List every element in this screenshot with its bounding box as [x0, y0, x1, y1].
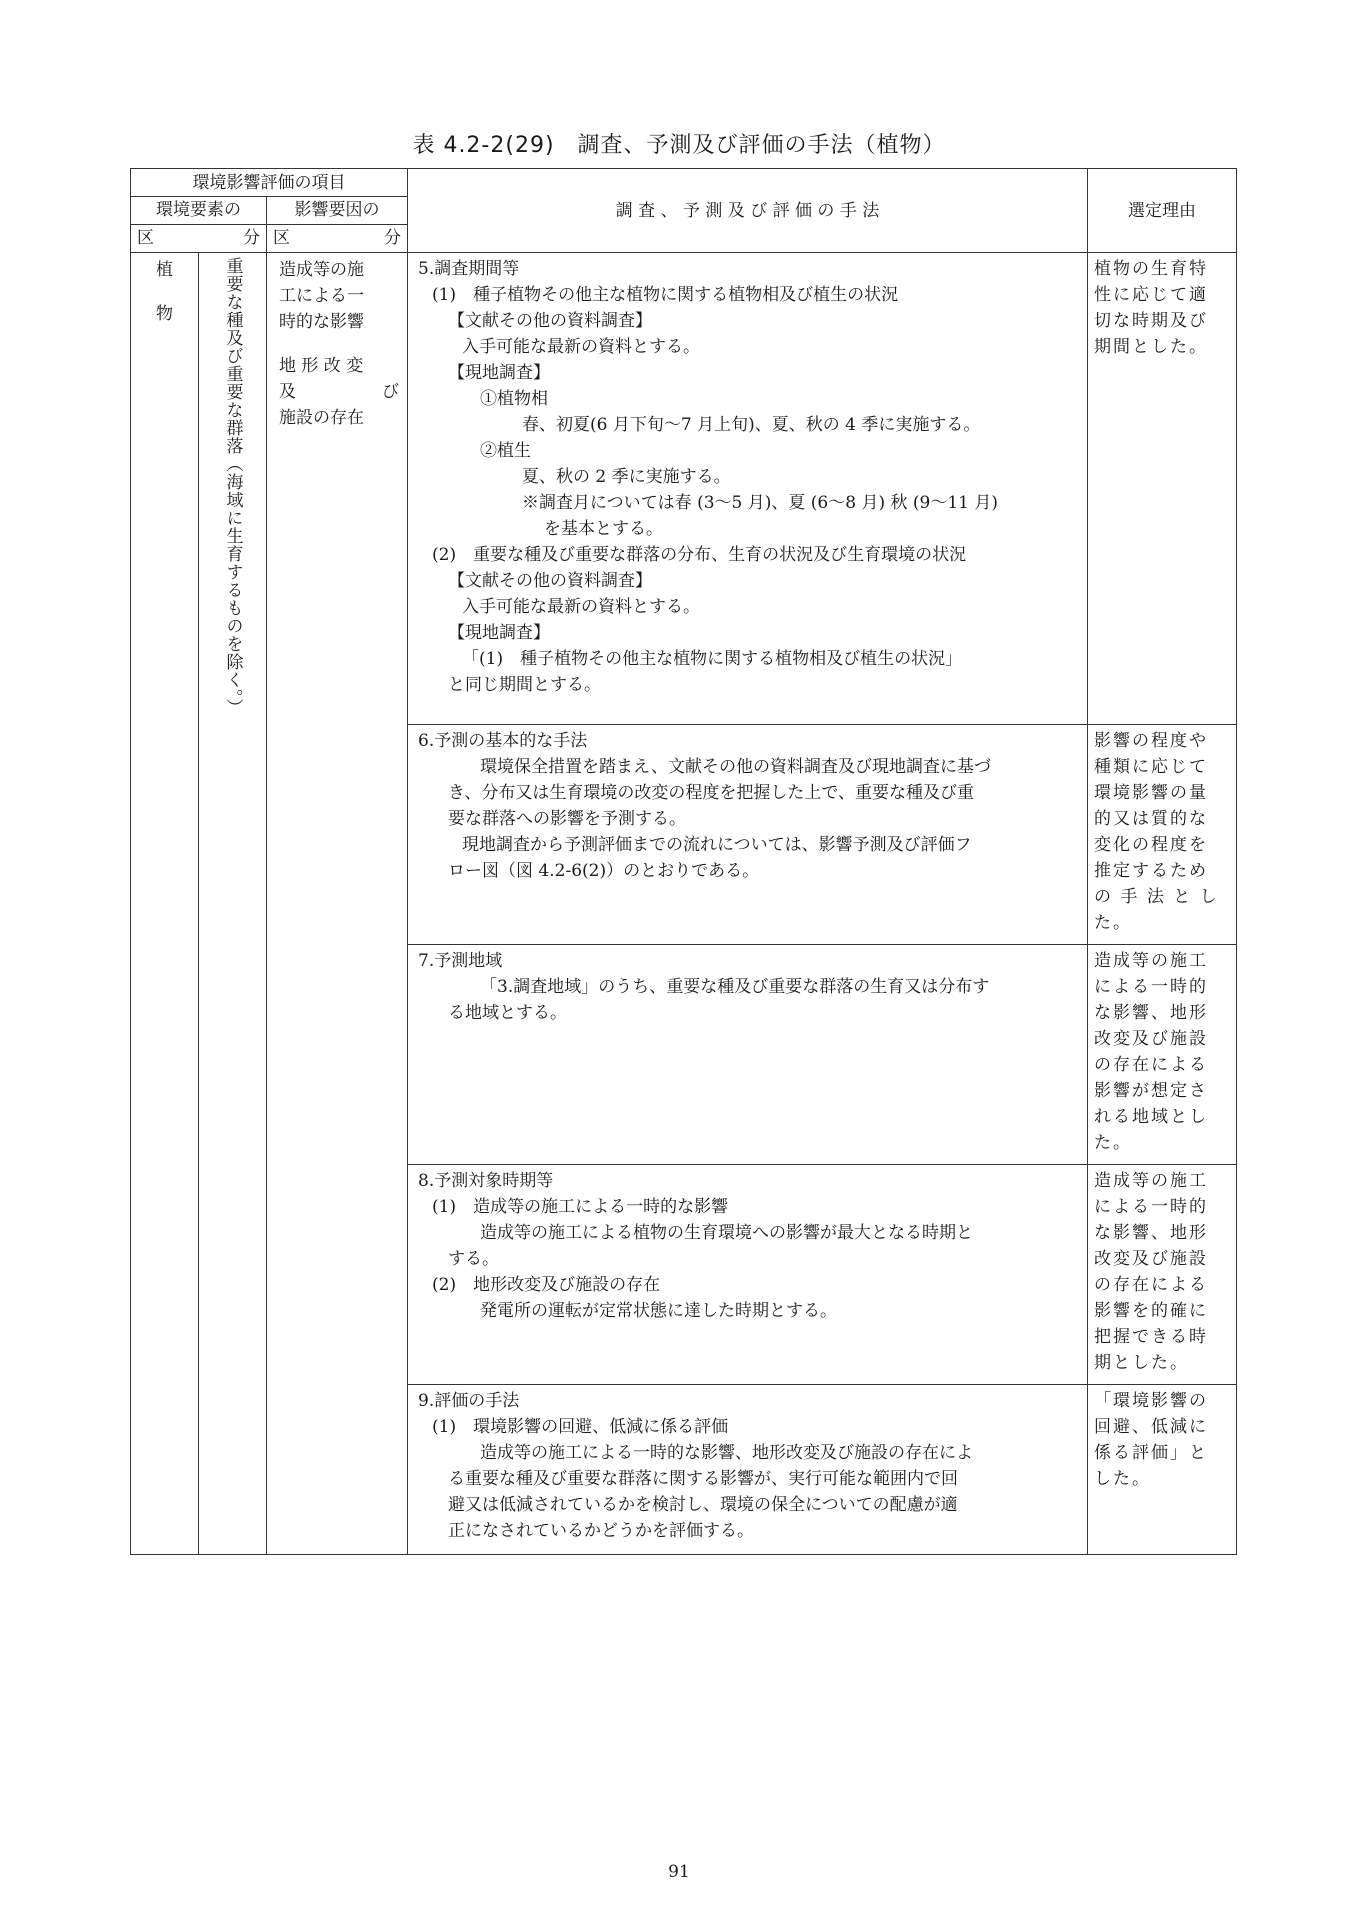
reason-cell-9: 「環境影響の 回避、低減に 係る評価」と した。: [1088, 1385, 1237, 1555]
impact-factors: 造成等の施 工による一 時的な影響 地 形 改 変 及 び 施設の存在: [267, 253, 408, 1555]
header-factor: 影響要因の: [267, 197, 408, 225]
page-number: 91: [668, 1862, 690, 1882]
method-cell-5: 5.調査期間等 (1) 種子植物その他主な植物に関する植物相及び植生の状況 【文献その他の資料調査】 入手可能な最新の資料とする。 【現地調査】 ①植物相 春、初夏(6 月下旬～7 月上旬)、夏、秋の 4 季に実施する。 ②植生 夏、秋の 2 季に実施する。 ※調査月については春 (3～5 月)、夏 (6～8 月) 秋 (9～11 月) を基本とする。 (2) 重要な種及び重要な群落の分布、生育の状況及び生育環境の状況 【文献その他の資料調査】 入手可能な最新の資料とする。 【現地調査】 「(1) 種子植物その他主な植物に関する植物相及び植生の状況」 と同じ期間とする。: [408, 253, 1088, 725]
header-element-sub: 区 分: [131, 225, 267, 253]
header-element: 環境要素の: [131, 197, 267, 225]
header-factor-sub: 区 分: [267, 225, 408, 253]
reason-cell-8: 造成等の施工 による一時的 な影響、地形 改変及び施設 の存在による 影響を的確に 把握できる時 期とした。: [1088, 1165, 1237, 1385]
method-cell-7: 7.予測地域 「3.調査地域」のうち、重要な種及び重要な群落の生育又は分布す る地域とする。: [408, 945, 1088, 1165]
method-cell-9: 9.評価の手法 (1) 環境影響の回避、低減に係る評価 造成等の施工による一時的な影響、地形改変及び施設の存在によ る重要な種及び重要な群落に関する影響が、実行可能な範囲内で回 避又は低減されているかを検討し、環境の保全についての配慮が適 正になされているかどうかを評価する。: [408, 1385, 1088, 1555]
element-sub: 重要な種及び重要な群落（海域に生育するものを除く。）: [199, 253, 267, 1555]
header-reason: 選定理由: [1088, 169, 1237, 253]
element-main: 植 物: [131, 253, 199, 1555]
header-group: 環境影響評価の項目: [131, 169, 408, 197]
table-title: 表 4.2-2(29) 調査、予測及び評価の手法（植物）: [412, 133, 946, 158]
method-cell-8: 8.予測対象時期等 (1) 造成等の施工による一時的な影響 造成等の施工による植物の生育環境への影響が最大となる時期と する。 (2) 地形改変及び施設の存在 発電所の運転が定常状態に達した時期とする。: [408, 1165, 1088, 1385]
reason-cell-7: 造成等の施工 による一時的 な影響、地形 改変及び施設 の存在による 影響が想定さ れる地域とし た。: [1088, 945, 1237, 1165]
method-cell-6: 6.予測の基本的な手法 環境保全措置を踏まえ、文献その他の資料調査及び現地調査に基づ き、分布又は生育環境の改変の程度を把握した上で、重要な種及び重 要な群落への影響を予測する。 現地調査から予測評価までの流れについては、影響予測及び評価フ ロー図（図 4.2-6(2)）のとおりである。: [408, 725, 1088, 945]
method-table: [130, 168, 1237, 1555]
header-method: 調 査 、 予 測 及 び 評 価 の 手 法: [408, 169, 1088, 253]
reason-cell-5: 植物の生育特 性に応じて適 切な時期及び 期間とした。: [1088, 253, 1237, 725]
reason-cell-6: 影響の程度や 種類に応じて 環境影響の量 的又は質的な 変化の程度を 推定するため の 手 法 と し た。: [1088, 725, 1237, 945]
